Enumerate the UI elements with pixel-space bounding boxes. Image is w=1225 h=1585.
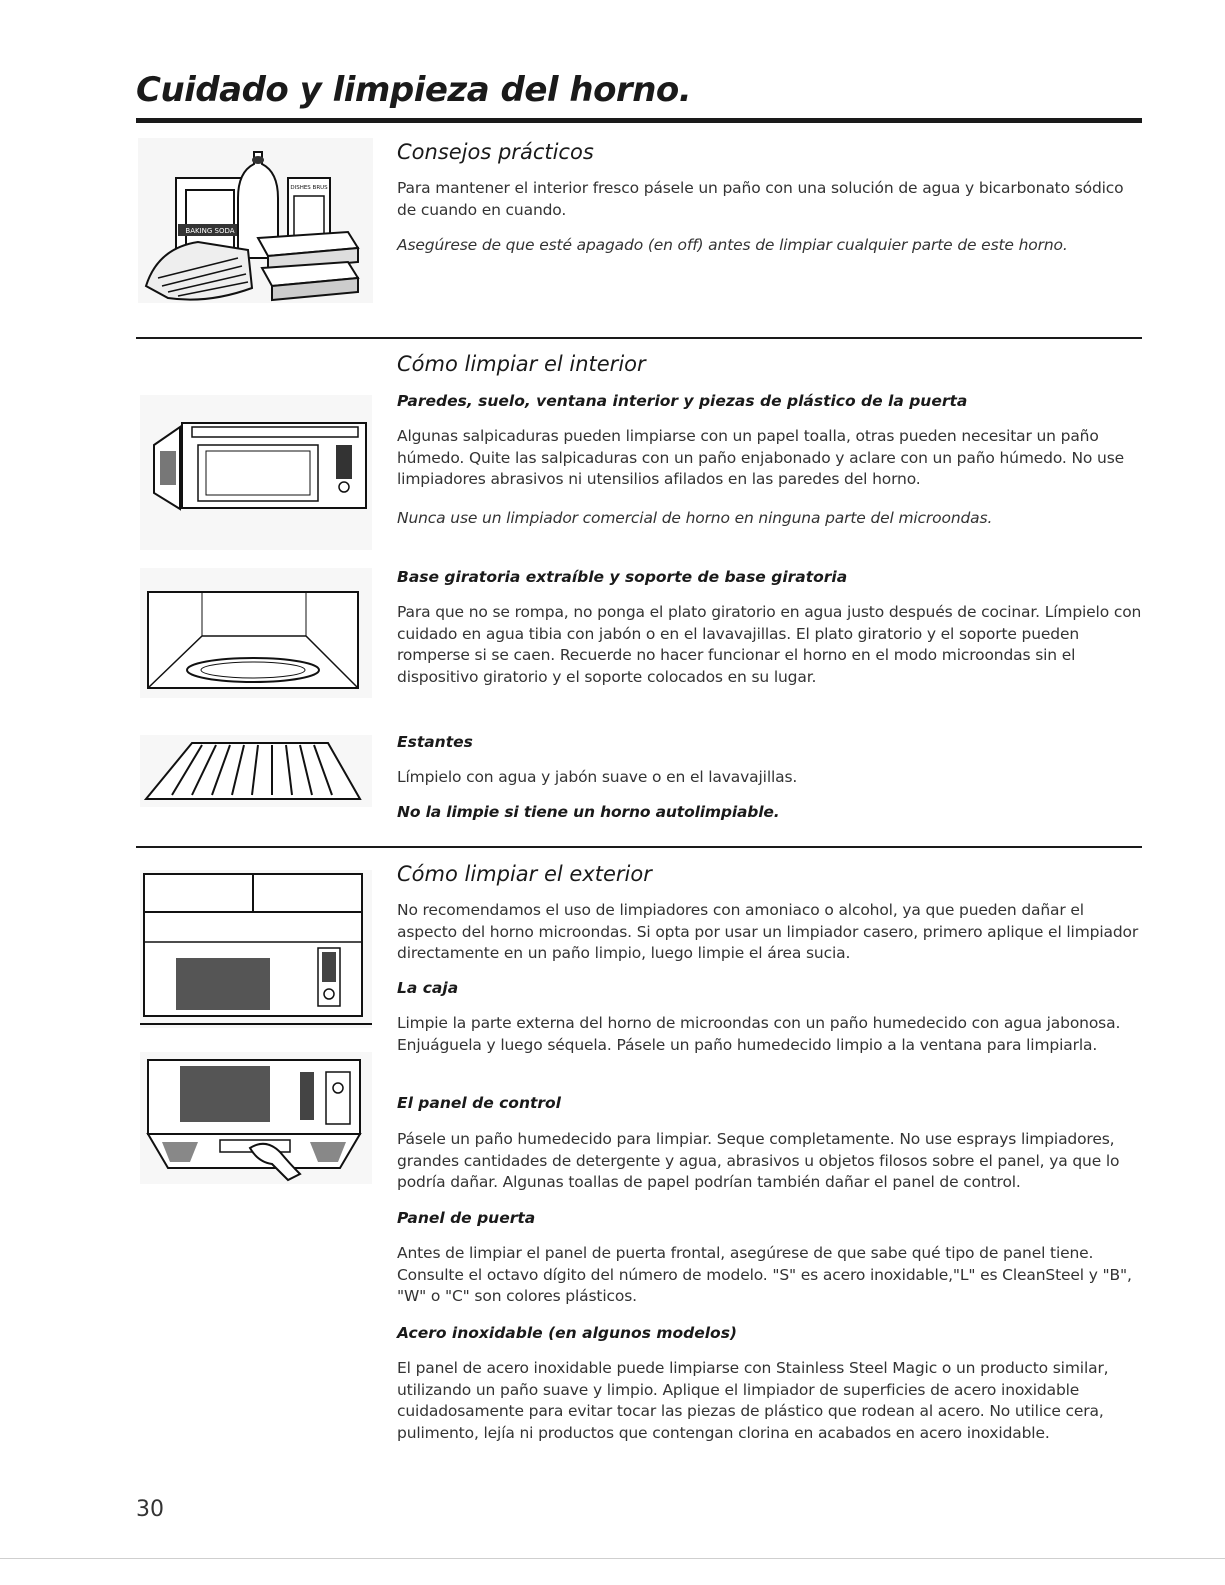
- exterior-intro: No recomendamos el uso de limpiadores con amoniaco o alcohol, ya que pueden dañar el aspecto del horno microondas. Si opta por usar un limpiador casero, primero aplique el limpiador directamente en un paño limpio, luego limpie el área sucia.: [397, 901, 1139, 963]
- baking-soda-label: BAKING SODA: [185, 227, 235, 235]
- racks-paragraph: Límpielo con agua y jabón suave o en el lavavajillas.: [397, 768, 798, 786]
- walls-paragraph: Algunas salpicaduras pueden limpiarse con un papel toalla, otras pueden necesitar un paño húmedo. Quite las salpicaduras con un paño enjabonado y aclare con un paño húmedo. No use limpiadores abrasivos ni utensilios afilados en las paredes del horno.: [397, 427, 1125, 489]
- door-panel-heading: Panel de puerta: [397, 1209, 536, 1227]
- walls-warning: Nunca use un limpiador comercial de horno en ninguna parte del microondas.: [397, 509, 993, 527]
- case-paragraph: Limpie la parte externa del horno de microondas con un paño humedecido con agua jabonosa. Enjuáguela y luego séquela. Pásele un paño humedecido limpio a la ventana para limpiarla.: [397, 1014, 1121, 1054]
- dish-brush-label: DISHES BRUS: [290, 185, 328, 191]
- racks-heading: Estantes: [397, 733, 473, 751]
- tips-heading: Consejos prácticos: [397, 140, 594, 164]
- turntable-paragraph: Para que no se rompa, no ponga el plato giratorio en agua justo después de cocinar. Límpielo con cuidado en agua tibia con jabón o en el lavavajillas. El plato giratorio y el soporte pueden romperse si se caen. Recuerde no hacer funcionar el horno en el modo microondas sin el dispositivo giratorio y el soporte colocados en su lugar.: [397, 603, 1142, 686]
- case-heading: La caja: [397, 979, 459, 997]
- page-title: Cuidado y limpieza del horno.: [136, 70, 692, 110]
- control-panel-wiping-illustration: [140, 1052, 372, 1184]
- cleaning-supplies-illustration: [138, 138, 373, 303]
- stainless-steel-paragraph: El panel de acero inoxidable puede limpiarse con Stainless Steel Magic o un producto similar, utilizando un paño suave y limpio. Aplique el limpiador de superficies de acero inoxidable cuidadosamente para evitar tocar las piezas de plástico que rodean al acero. No utilice cera, pulimento, lejía ni productos que contengan clorina en acabados en acero inoxidable.: [397, 1359, 1109, 1442]
- interior-heading: Cómo limpiar el interior: [397, 352, 646, 376]
- stainless-steel-heading: Acero inoxidable (en algunos modelos): [397, 1324, 738, 1342]
- racks-warning: No la limpie si tiene un horno autolimpiable.: [397, 803, 780, 821]
- oven-rack-illustration: [140, 735, 372, 807]
- mounted-microwave-illustration: [140, 870, 372, 1028]
- door-panel-paragraph: Antes de limpiar el panel de puerta frontal, asegúrese de que sabe qué tipo de panel tiene. Consulte el octavo dígito del número de modelo. "S" es acero inoxidable,"L" es CleanSteel y "B", "W" o "C" son colores plásticos.: [397, 1244, 1132, 1306]
- exterior-heading: Cómo limpiar el exterior: [397, 862, 652, 886]
- title-rule: [136, 118, 1142, 123]
- tips-paragraph: Para mantener el interior fresco pásele un paño con una solución de agua y bicarbonato sódico de cuando en cuando.: [397, 179, 1124, 219]
- open-microwave-illustration: [140, 395, 372, 550]
- walls-heading: Paredes, suelo, ventana interior y piezas de plástico de la puerta: [397, 392, 968, 410]
- section-divider: [136, 337, 1142, 339]
- control-panel-heading: El panel de control: [397, 1094, 561, 1112]
- turntable-illustration: [140, 568, 372, 698]
- control-panel-paragraph: Pásele un paño humedecido para limpiar. Seque completamente. No use esprays limpiadores, grandes cantidades de detergente y agua, abrasivos u objetos filosos sobre el panel, ya que lo podría dañar. Algunas toallas de papel podrían también dañar el panel de control.: [397, 1130, 1120, 1192]
- bottom-edge-line: [0, 1558, 1225, 1559]
- page-number: 30: [136, 1497, 164, 1522]
- section-divider: [136, 846, 1142, 848]
- turntable-heading: Base giratoria extraíble y soporte de base giratoria: [397, 568, 848, 586]
- tips-safety-note: Asegúrese de que esté apagado (en off) antes de limpiar cualquier parte de este horno.: [397, 236, 1068, 254]
